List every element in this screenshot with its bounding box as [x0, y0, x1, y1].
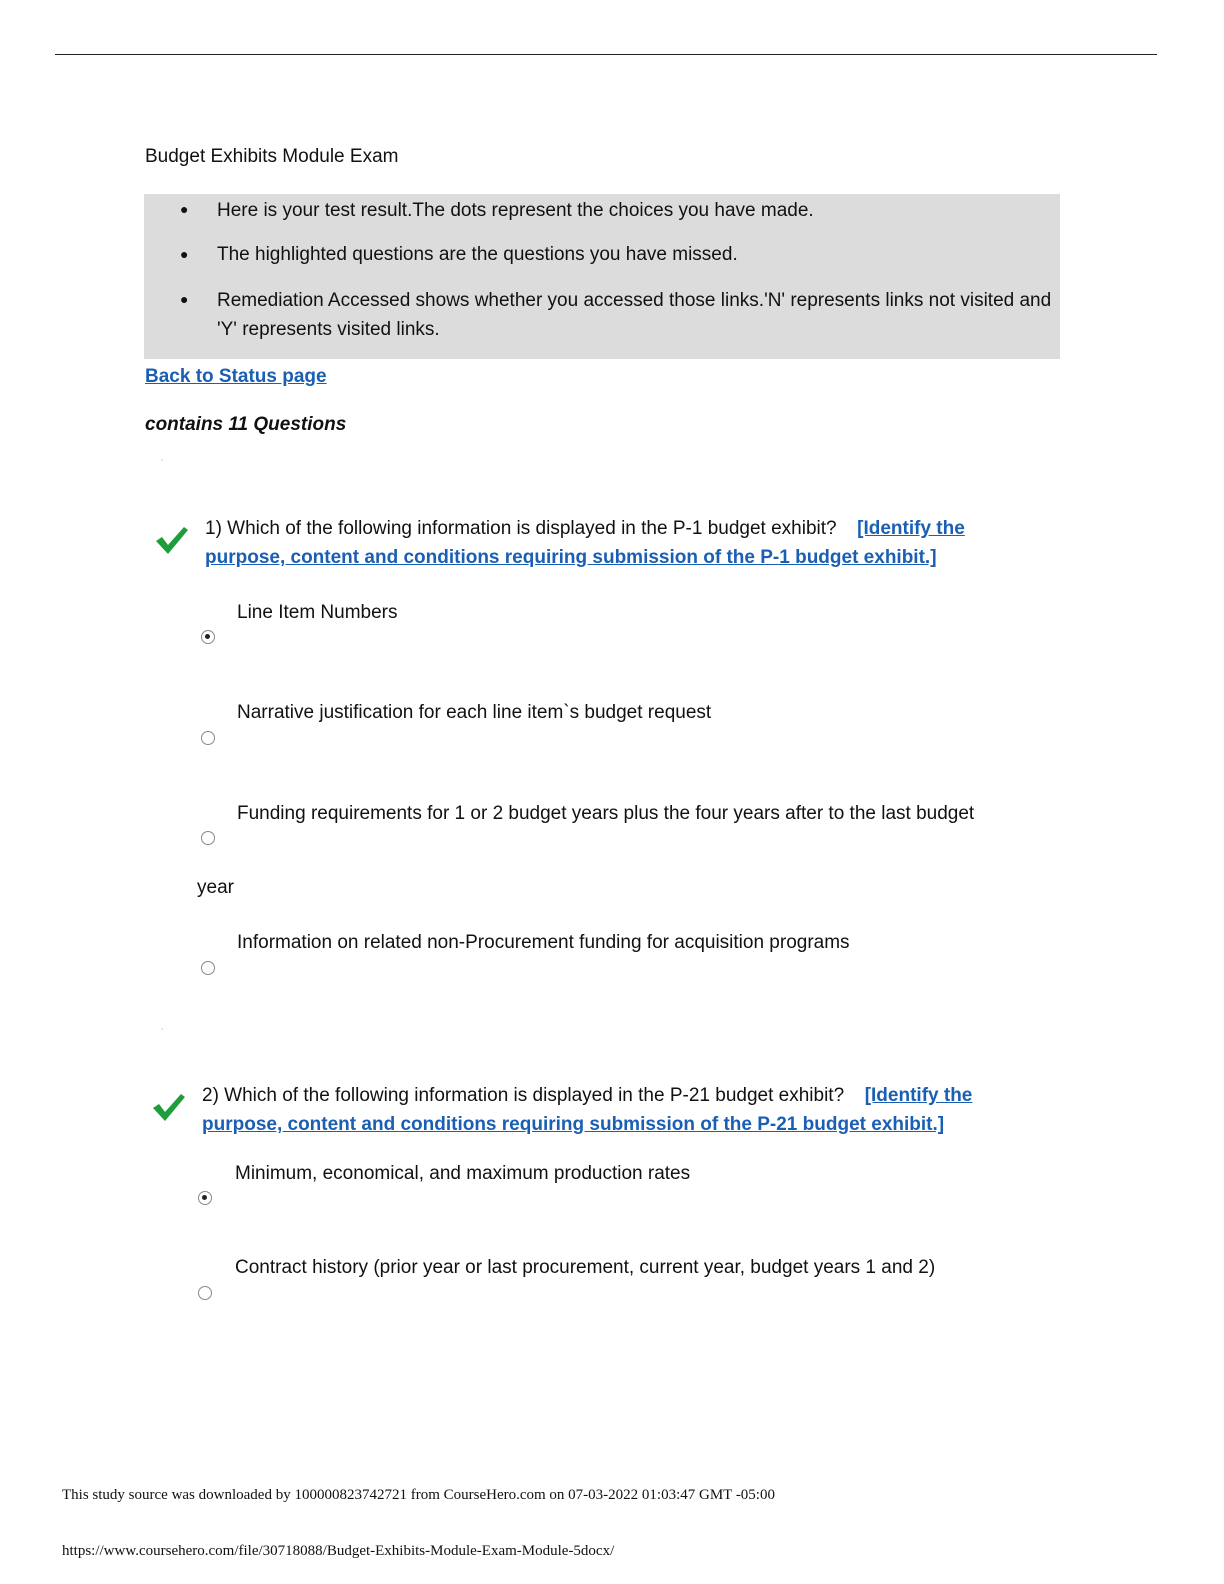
question-2: [202, 1081, 1032, 1139]
q1-option-1-label: Line Item Numbers: [237, 602, 398, 623]
footer-url: https://www.coursehero.com/file/30718088/Budget-Exhibits-Module-Exam-Module-5docx/: [62, 1543, 615, 1559]
bullet-icon: ●: [180, 291, 189, 307]
bullet-icon: ●: [180, 246, 189, 262]
question-1-remediation-link[interactable]: [Identify the purpose, content and conditions requiring submission of the P-1 budget exhibit.]: [205, 518, 965, 568]
info-bullet-3: Remediation Accessed shows whether you accessed those links.'N' represents links not visited and 'Y' represents visited links.: [217, 290, 1052, 340]
q2-option-1-radio[interactable]: [198, 1191, 212, 1205]
q1-option-3-label: Funding requirements for 1 or 2 budget years plus the four years after to the last budget: [237, 803, 975, 824]
q1-option-3-label-cont: year: [197, 877, 234, 898]
back-to-status-link[interactable]: Back to Status page: [145, 366, 327, 387]
result-info-box: [144, 194, 1060, 359]
q1-option-3-radio[interactable]: [201, 831, 215, 845]
correct-check-icon: [154, 524, 190, 556]
info-bullet-1: Here is your test result.The dots represent the choices you have made.: [217, 200, 814, 221]
footer-source-note: This study source was downloaded by 100000823742721 from CourseHero.com on 07-03-2022 01:03:47 GMT -05:00: [62, 1487, 775, 1503]
q1-option-1-radio[interactable]: [201, 630, 215, 644]
q1-option-2-radio[interactable]: [201, 731, 215, 745]
question-count: contains 11 Questions: [145, 414, 347, 435]
question-1: [205, 514, 1035, 572]
exam-title: Budget Exhibits Module Exam: [145, 146, 399, 167]
q1-option-4-radio[interactable]: [201, 961, 215, 975]
divider-dot: [161, 1028, 163, 1030]
question-1-text: 1) Which of the following information is displayed in the P-1 budget exhibit?: [205, 518, 837, 539]
question-2-text: 2) Which of the following information is displayed in the P-21 budget exhibit?: [202, 1085, 845, 1106]
question-2-remediation-link[interactable]: [Identify the purpose, content and conditions requiring submission of the P-21 budget exhibit.]: [202, 1085, 973, 1135]
divider-dot: [161, 459, 163, 461]
q2-option-2-radio[interactable]: [198, 1286, 212, 1300]
bullet-icon: ●: [180, 201, 189, 217]
q1-option-2-label: Narrative justification for each line item`s budget request: [237, 702, 712, 723]
q2-option-2-label: Contract history (prior year or last procurement, current year, budget years 1 and 2): [235, 1257, 936, 1278]
top-divider: [55, 54, 1157, 55]
info-bullet-2: The highlighted questions are the questions you have missed.: [217, 244, 738, 265]
correct-check-icon: [151, 1091, 187, 1123]
q1-option-4-label: Information on related non-Procurement funding for acquisition programs: [237, 932, 850, 953]
q2-option-1-label: Minimum, economical, and maximum production rates: [235, 1163, 691, 1184]
